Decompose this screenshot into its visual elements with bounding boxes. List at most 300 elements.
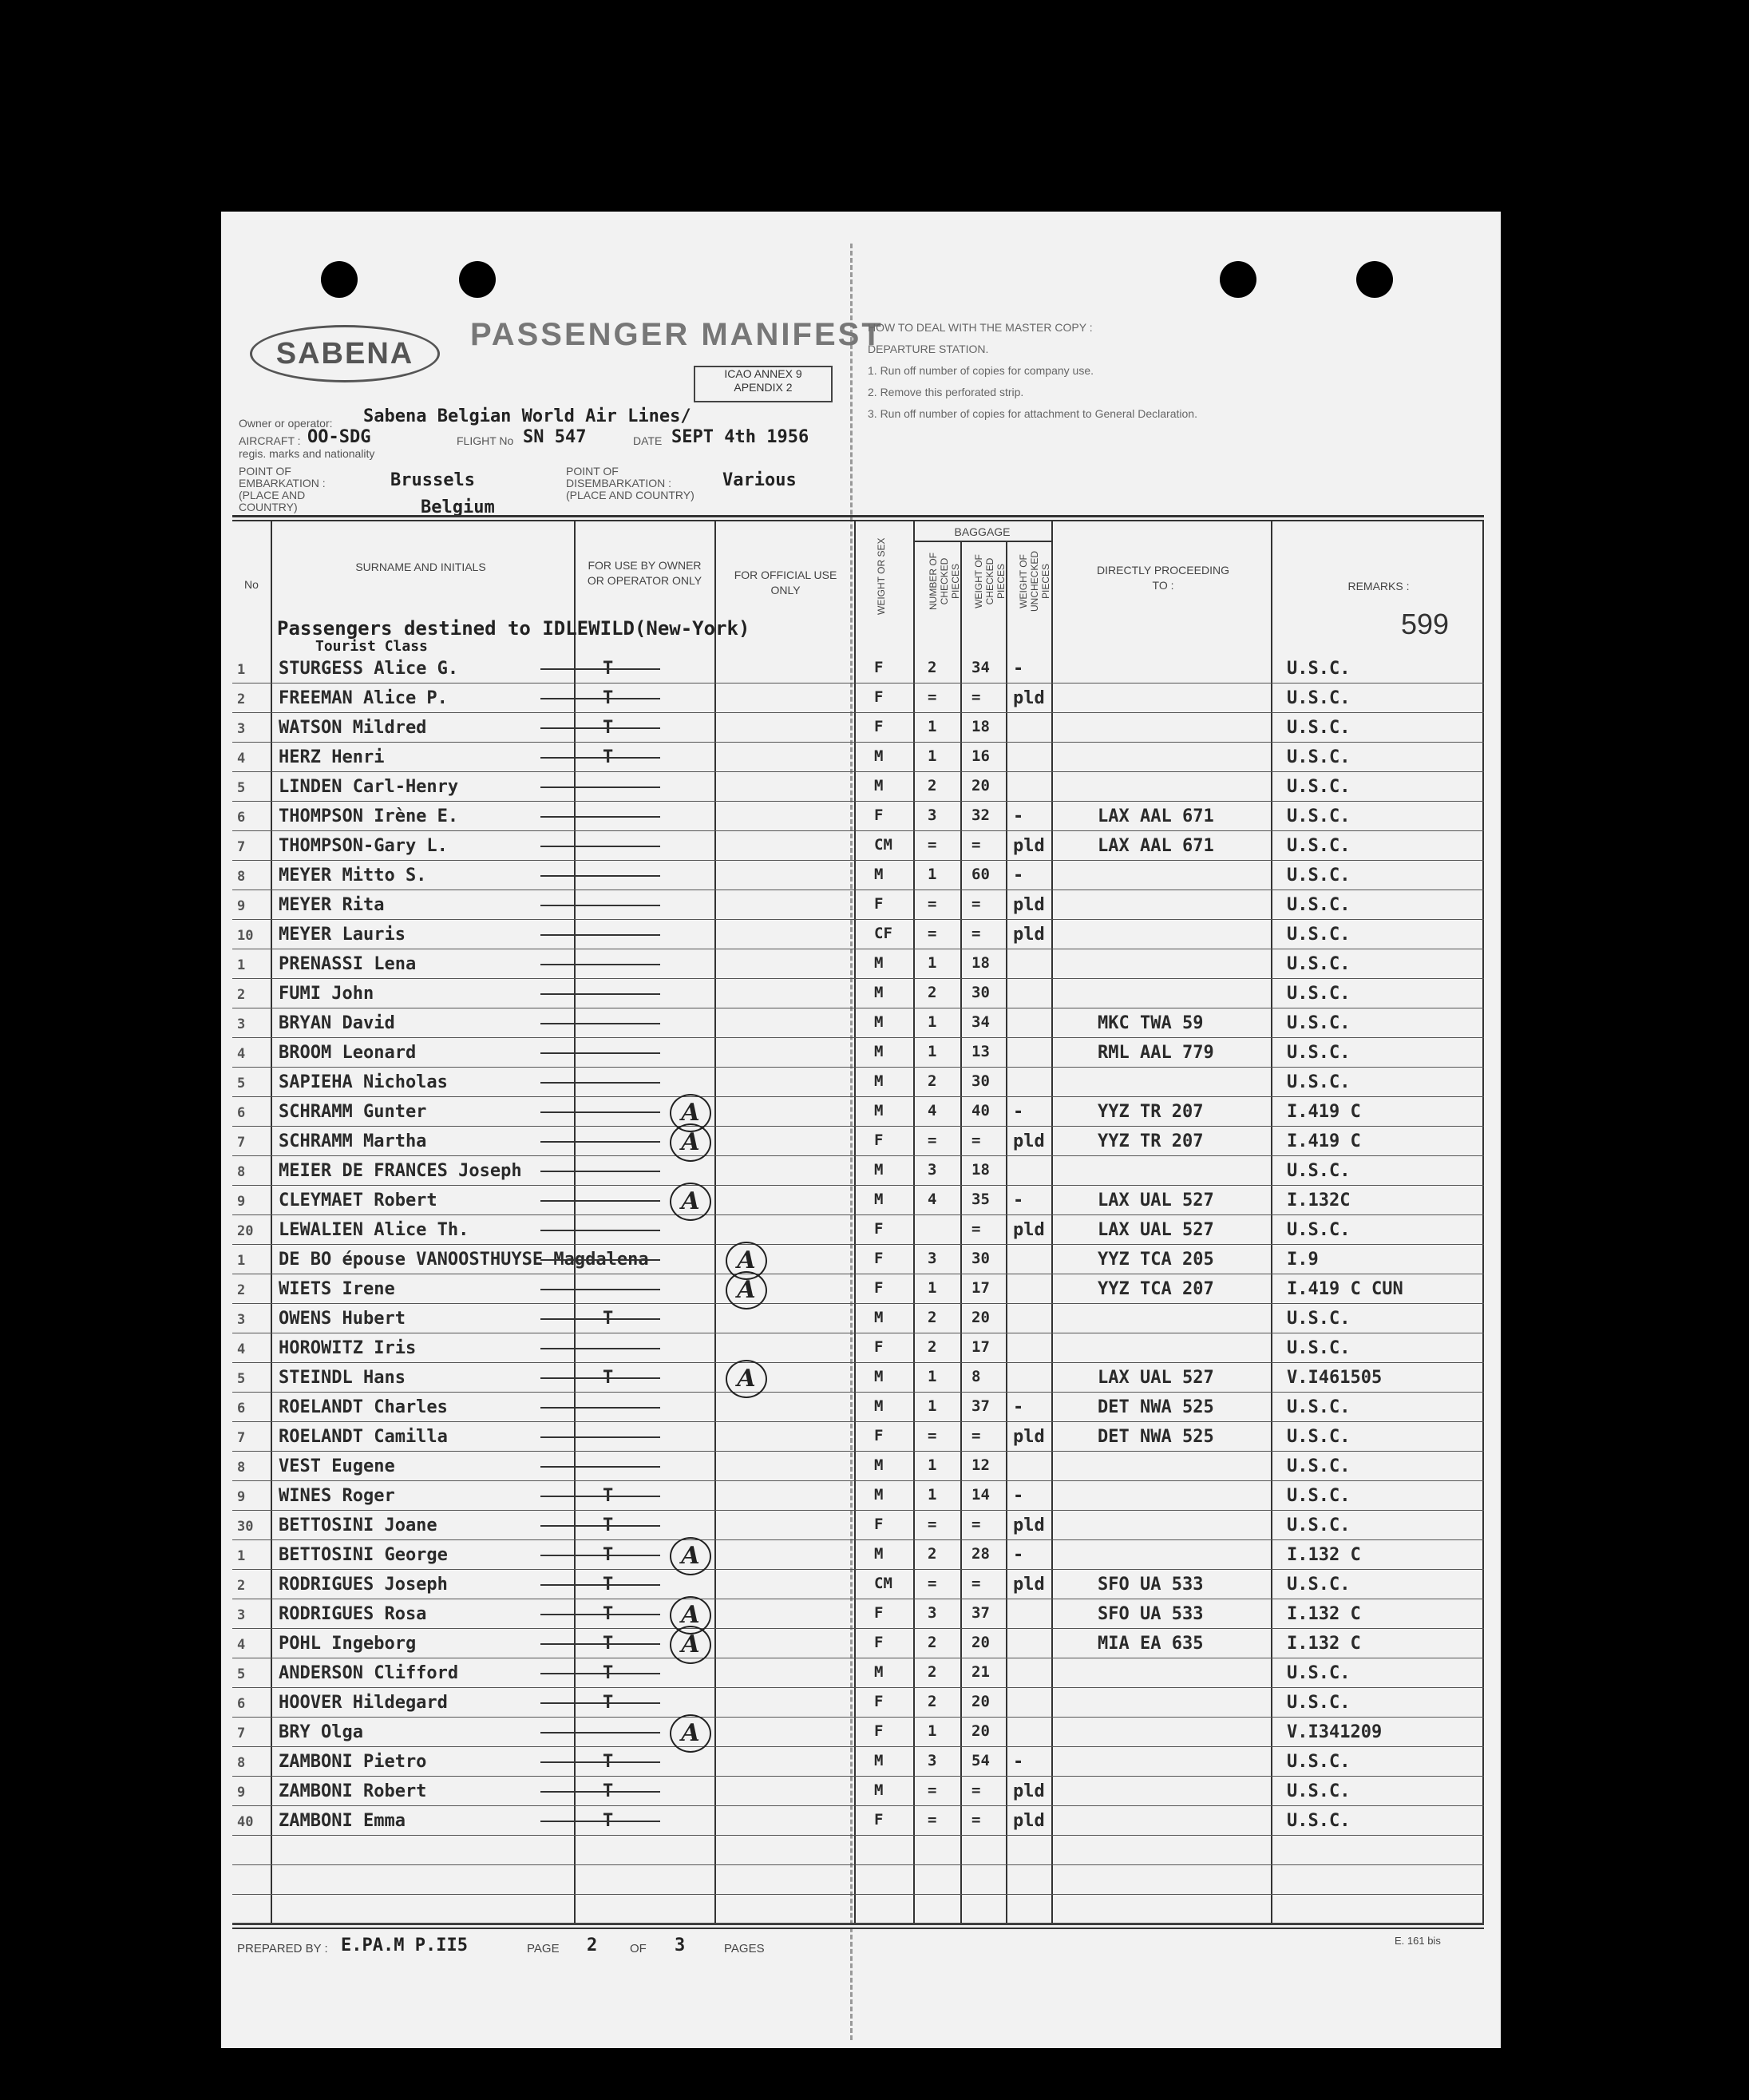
baggage-divider (913, 541, 1051, 542)
pen-stroke (540, 1732, 660, 1733)
checked-weight: = (971, 1575, 981, 1592)
row-number: 7 (237, 1135, 246, 1151)
icao-box (694, 366, 833, 402)
prepared-value: E.PA.M P.II5 (341, 1936, 468, 1955)
weight-or-sex: F (874, 1722, 884, 1740)
date-value: SEPT 4th 1956 (671, 427, 809, 447)
passenger-name: STEINDL Hans (279, 1368, 406, 1388)
table-row (221, 892, 1501, 921)
row-number: 7 (237, 839, 246, 855)
checked-pieces: = (928, 1781, 937, 1799)
instructions-step: 2. Remove this perforated strip. (868, 386, 1024, 398)
checked-pieces: 2 (928, 1634, 937, 1651)
row-rule (232, 1835, 1484, 1836)
table-row (221, 1601, 1501, 1630)
owner-mark: T (603, 1752, 614, 1772)
table-row (221, 1276, 1501, 1305)
row-number: 3 (237, 1607, 246, 1623)
row-number: 4 (237, 1341, 246, 1357)
weight-or-sex: F (874, 1634, 884, 1651)
checked-pieces: = (928, 1811, 937, 1829)
weight-or-sex: M (874, 1043, 884, 1060)
instructions-step: 3. Run off number of copies for attachment to General Declaration. (868, 407, 1197, 420)
remarks-value: U.S.C. (1287, 1456, 1351, 1476)
passenger-name: BETTOSINI Joane (279, 1516, 437, 1535)
unchecked-weight: pld (1013, 1427, 1045, 1447)
row-rule (232, 1303, 1484, 1304)
weight-or-sex: M (874, 866, 884, 883)
row-number: 2 (237, 1282, 246, 1298)
row-rule (232, 1185, 1484, 1186)
header-proceeding: DIRECTLY PROCEEDING TO : (1097, 564, 1229, 592)
weight-or-sex: M (874, 1191, 884, 1208)
checked-pieces: 2 (928, 659, 937, 676)
checked-weight: 60 (971, 866, 990, 883)
remarks-value: I.419 C (1287, 1102, 1361, 1122)
of-label: OF (630, 1942, 647, 1955)
weight-or-sex: F (874, 1811, 884, 1829)
sabena-logo: SABENA (250, 325, 440, 382)
row-number: 1 (237, 662, 246, 678)
checked-weight: 20 (971, 1693, 990, 1710)
remarks-value: U.S.C. (1287, 895, 1351, 915)
checked-weight: 18 (971, 1161, 990, 1179)
row-number: 1 (237, 1253, 246, 1269)
checked-pieces: = (928, 1516, 937, 1533)
weight-or-sex: M (874, 984, 884, 1001)
proceeding-to: LAX AAL 671 (1098, 806, 1214, 826)
row-number: 7 (237, 1726, 246, 1741)
header-checked-pieces: NUMBER OF CHECKED PIECES (928, 553, 961, 610)
pen-stroke (540, 1082, 660, 1084)
row-rule (232, 1067, 1484, 1068)
owner-mark: T (603, 747, 614, 767)
checked-weight: 12 (971, 1456, 990, 1474)
proceeding-to: MIA EA 635 (1098, 1634, 1204, 1654)
passenger-name: VEST Eugene (279, 1456, 395, 1476)
passenger-name: WIETS Irene (279, 1279, 395, 1299)
checked-pieces: 1 (928, 1397, 937, 1415)
row-number: 5 (237, 1076, 246, 1092)
row-rule (232, 742, 1484, 743)
checked-weight: 54 (971, 1752, 990, 1769)
unchecked-weight: - (1013, 1397, 1024, 1417)
unchecked-weight: pld (1013, 895, 1045, 915)
unchecked-weight: - (1013, 806, 1024, 826)
table-row (221, 1808, 1501, 1837)
circled-a-mark: A (670, 1094, 711, 1132)
checked-pieces: = (928, 836, 937, 854)
owner-mark: T (603, 1575, 614, 1595)
header-no: No (244, 578, 259, 591)
circled-a-mark: A (670, 1596, 711, 1634)
row-number: 6 (237, 810, 246, 826)
checked-weight: 17 (971, 1338, 990, 1356)
checked-weight: = (971, 1516, 981, 1533)
row-rule (232, 1864, 1484, 1865)
checked-weight: 20 (971, 1309, 990, 1326)
checked-pieces: 2 (928, 1693, 937, 1710)
unchecked-weight: pld (1013, 1781, 1045, 1801)
weight-or-sex: F (874, 718, 884, 735)
row-number: 6 (237, 1401, 246, 1417)
checked-weight: 21 (971, 1663, 990, 1681)
remarks-value: U.S.C. (1287, 806, 1351, 826)
table-row (221, 1040, 1501, 1068)
remarks-value: U.S.C. (1287, 1575, 1351, 1595)
pen-stroke (540, 1525, 660, 1527)
remarks-value: V.I461505 (1287, 1368, 1383, 1388)
unchecked-weight: - (1013, 1486, 1024, 1506)
circled-a-mark: A (670, 1123, 711, 1162)
unchecked-weight: - (1013, 1752, 1024, 1772)
unchecked-weight: pld (1013, 1131, 1045, 1151)
checked-pieces: 1 (928, 954, 937, 972)
remarks-value: U.S.C. (1287, 1220, 1351, 1240)
weight-or-sex: F (874, 1427, 884, 1444)
checked-weight: 17 (971, 1279, 990, 1297)
circled-a-mark: A (670, 1714, 711, 1753)
checked-pieces: = (928, 895, 937, 913)
remarks-value: U.S.C. (1287, 954, 1351, 974)
row-number: 5 (237, 1371, 246, 1387)
header-official-use: FOR OFFICIAL USE ONLY (734, 569, 837, 596)
pen-stroke (540, 1614, 660, 1615)
checked-pieces: 2 (928, 1545, 937, 1563)
pen-stroke (540, 698, 660, 699)
checked-pieces: 4 (928, 1102, 937, 1119)
table-bottom-border (232, 1928, 1484, 1929)
checked-weight: 30 (971, 984, 990, 1001)
checked-weight: 16 (971, 747, 990, 765)
owner-mark: T (603, 1516, 614, 1535)
weight-or-sex: F (874, 1516, 884, 1533)
checked-weight: 20 (971, 1722, 990, 1740)
checked-weight: 18 (971, 718, 990, 735)
proceeding-to: LAX UAL 527 (1098, 1368, 1214, 1388)
unchecked-weight: - (1013, 659, 1024, 679)
checked-weight: = (971, 895, 981, 913)
punch-hole (459, 261, 496, 298)
page-title: PASSENGER MANIFEST (470, 317, 884, 352)
checked-pieces: 1 (928, 866, 937, 883)
weight-or-sex: CM (874, 836, 892, 854)
remarks-value: U.S.C. (1287, 1427, 1351, 1447)
weight-or-sex: F (874, 1338, 884, 1356)
header-baggage: BAGGAGE (954, 525, 1011, 538)
destination-line: Passengers destined to IDLEWILD(New-York) (277, 617, 750, 640)
row-rule (232, 1746, 1484, 1747)
checked-weight: 34 (971, 1013, 990, 1031)
checked-pieces: 2 (928, 984, 937, 1001)
unchecked-weight: - (1013, 1191, 1024, 1210)
table-row (221, 656, 1501, 684)
row-rule (232, 1539, 1484, 1540)
header-remarks: REMARKS : (1347, 580, 1410, 592)
unchecked-weight: pld (1013, 836, 1045, 856)
header-checked-weight: WEIGHT OF CHECKED PIECES (973, 554, 1007, 608)
unchecked-weight: - (1013, 1545, 1024, 1565)
table-row (221, 1660, 1501, 1689)
checked-weight: = (971, 836, 981, 854)
of-value: 3 (675, 1936, 686, 1955)
weight-or-sex: F (874, 1131, 884, 1149)
unchecked-weight: - (1013, 866, 1024, 886)
passenger-name: LINDEN Carl-Henry (279, 777, 459, 797)
circled-a-mark: A (670, 1626, 711, 1664)
checked-weight: 32 (971, 806, 990, 824)
weight-or-sex: M (874, 1397, 884, 1415)
punch-hole (1356, 261, 1393, 298)
punch-hole (1220, 261, 1256, 298)
passenger-name: THOMPSON-Gary L. (279, 836, 448, 856)
weight-or-sex: M (874, 1368, 884, 1385)
embark-label: POINT OF EMBARKATION : (PLACE AND COUNTRY) (239, 465, 326, 513)
pen-stroke (540, 1023, 660, 1024)
table-row (221, 1099, 1501, 1127)
table-row (221, 715, 1501, 743)
pen-stroke (540, 1791, 660, 1793)
flight-label: FLIGHT No (457, 434, 514, 447)
row-rule (232, 1362, 1484, 1363)
row-rule (232, 1126, 1484, 1127)
row-number: 2 (237, 1578, 246, 1594)
checked-pieces: 3 (928, 1250, 937, 1267)
row-rule (232, 1155, 1484, 1156)
checked-weight: 34 (971, 659, 990, 676)
row-number: 3 (237, 1016, 246, 1032)
owner-mark: T (603, 1781, 614, 1801)
pen-stroke (540, 905, 660, 906)
row-number: 4 (237, 1046, 246, 1062)
passenger-name: MEYER Lauris (279, 925, 406, 945)
remarks-value: U.S.C. (1287, 1072, 1351, 1092)
table-row (221, 774, 1501, 802)
remarks-value: U.S.C. (1287, 777, 1351, 797)
pen-stroke (540, 1348, 660, 1349)
row-rule (232, 1392, 1484, 1393)
remarks-value: I.9 (1287, 1250, 1319, 1270)
instructions-station: DEPARTURE STATION. (868, 343, 989, 355)
passenger-name: ROELANDT Camilla (279, 1427, 448, 1447)
row-rule (232, 1214, 1484, 1215)
row-number: 2 (237, 987, 246, 1003)
pen-stroke (540, 1318, 660, 1320)
flight-value: SN 547 (523, 427, 587, 447)
remarks-value: U.S.C. (1287, 1013, 1351, 1033)
pen-stroke (540, 1643, 660, 1645)
row-number: 9 (237, 1489, 246, 1505)
embark-value: Brussels (390, 470, 475, 490)
prepared-label: PREPARED BY : (237, 1942, 328, 1955)
weight-or-sex: F (874, 806, 884, 824)
pages-label: PAGES (724, 1942, 765, 1955)
proceeding-to: LAX UAL 527 (1098, 1220, 1214, 1240)
weight-or-sex: M (874, 1752, 884, 1769)
checked-pieces: = (928, 1131, 937, 1149)
pen-stroke (540, 1111, 660, 1113)
row-rule (232, 1037, 1484, 1038)
passenger-name: DE BO épouse VANOOSTHUYSE Magdalena (279, 1250, 649, 1270)
remarks-value: U.S.C. (1287, 1338, 1351, 1358)
checked-pieces: 2 (928, 1338, 937, 1356)
aircraft-sub: regis. marks and nationality (239, 447, 375, 460)
row-number: 6 (237, 1105, 246, 1121)
table-row (221, 1246, 1501, 1275)
row-rule (232, 1569, 1484, 1570)
passenger-name: LEWALIEN Alice Th. (279, 1220, 469, 1240)
pen-stroke (540, 1259, 660, 1261)
proceeding-to: YYZ TR 207 (1098, 1102, 1204, 1122)
checked-pieces: 3 (928, 1752, 937, 1769)
circled-a-mark: A (726, 1242, 767, 1280)
owner-mark: T (603, 1811, 614, 1831)
remarks-value: U.S.C. (1287, 1309, 1351, 1329)
weight-or-sex: M (874, 1102, 884, 1119)
weight-or-sex: F (874, 1250, 884, 1267)
row-number: 8 (237, 1755, 246, 1771)
instructions (868, 317, 1197, 425)
remarks-value: I.132 C (1287, 1545, 1361, 1565)
row-rule (232, 1717, 1484, 1718)
table-row (221, 833, 1501, 862)
row-number: 4 (237, 1637, 246, 1653)
passenger-name: BRYAN David (279, 1013, 395, 1033)
checked-pieces: 1 (928, 1722, 937, 1740)
passenger-name: ZAMBONI Robert (279, 1781, 427, 1801)
passenger-name: POHL Ingeborg (279, 1634, 417, 1654)
proceeding-to: YYZ TCA 207 (1098, 1279, 1214, 1299)
pen-stroke (540, 1377, 660, 1379)
disembark-label: POINT OF DISEMBARKATION : (PLACE AND COUNTRY) (566, 465, 694, 501)
checked-weight: 30 (971, 1072, 990, 1090)
checked-pieces: 2 (928, 1072, 937, 1090)
table-row (221, 1128, 1501, 1157)
aircraft-label: AIRCRAFT : (239, 434, 301, 447)
owner-mark: T (603, 718, 614, 738)
checked-weight: 40 (971, 1102, 990, 1119)
table-row (221, 1424, 1501, 1452)
date-label: DATE (633, 434, 663, 447)
weight-or-sex: M (874, 1161, 884, 1179)
table-row (221, 1778, 1501, 1807)
checked-weight: 8 (971, 1368, 981, 1385)
unchecked-weight: pld (1013, 1811, 1045, 1831)
remarks-value: U.S.C. (1287, 1043, 1351, 1063)
weight-or-sex: M (874, 1013, 884, 1031)
row-rule (232, 1776, 1484, 1777)
remarks-value: U.S.C. (1287, 747, 1351, 767)
owner-mark: T (603, 1368, 614, 1388)
pen-stroke (540, 1821, 660, 1822)
table-row (221, 1158, 1501, 1187)
table-row (221, 1306, 1501, 1334)
checked-pieces: 3 (928, 1604, 937, 1622)
table-row (221, 1187, 1501, 1216)
pen-stroke (540, 1230, 660, 1231)
unchecked-weight: pld (1013, 1220, 1045, 1240)
proceeding-to: YYZ TCA 205 (1098, 1250, 1214, 1270)
proceeding-to: SFO UA 533 (1098, 1604, 1204, 1624)
checked-weight: 18 (971, 954, 990, 972)
table-row (221, 921, 1501, 950)
circled-a-mark: A (670, 1537, 711, 1575)
page-label: PAGE (527, 1942, 560, 1955)
pen-stroke (540, 1466, 660, 1468)
class-line: Tourist Class (315, 638, 428, 655)
pen-stroke (540, 1171, 660, 1172)
pen-stroke (540, 875, 660, 877)
embark-country: Belgium (421, 497, 495, 517)
passenger-name: PRENASSI Lena (279, 954, 417, 974)
passenger-name: THOMPSON Irène E. (279, 806, 459, 826)
instructions-title: HOW TO DEAL WITH THE MASTER COPY : (868, 321, 1093, 334)
checked-pieces: 1 (928, 1279, 937, 1297)
passenger-name: BRY Olga (279, 1722, 363, 1742)
owner-label: Owner or operator: (239, 417, 333, 430)
checked-pieces: = (928, 688, 937, 706)
weight-or-sex: M (874, 1663, 884, 1681)
weight-or-sex: M (874, 1309, 884, 1326)
row-number: 7 (237, 1430, 246, 1446)
proceeding-to: YYZ TR 207 (1098, 1131, 1204, 1151)
table-row (221, 1719, 1501, 1748)
pen-stroke (540, 1584, 660, 1586)
table-row (221, 1365, 1501, 1393)
remarks-value: U.S.C. (1287, 718, 1351, 738)
passenger-name: SAPIEHA Nicholas (279, 1072, 448, 1092)
row-number: 40 (237, 1814, 254, 1830)
pen-stroke (540, 1141, 660, 1143)
checked-weight: = (971, 925, 981, 942)
weight-or-sex: M (874, 954, 884, 972)
table-row (221, 1217, 1501, 1246)
checked-pieces: = (928, 1427, 937, 1444)
row-number: 9 (237, 898, 246, 914)
table-row (221, 744, 1501, 773)
remarks-value: I.132 C (1287, 1634, 1361, 1654)
remarks-value: U.S.C. (1287, 1693, 1351, 1713)
weight-or-sex: F (874, 1693, 884, 1710)
checked-weight: = (971, 1220, 981, 1238)
checked-pieces: 2 (928, 777, 937, 794)
passenger-name: SCHRAMM Martha (279, 1131, 427, 1151)
row-number: 8 (237, 1164, 246, 1180)
row-number: 2 (237, 691, 246, 707)
pen-stroke (540, 1673, 660, 1674)
checked-weight: = (971, 1811, 981, 1829)
passenger-name: BROOM Leonard (279, 1043, 417, 1063)
checked-weight: 13 (971, 1043, 990, 1060)
unchecked-weight: - (1013, 1102, 1024, 1122)
owner-mark: T (603, 1693, 614, 1713)
table-row (221, 685, 1501, 714)
checked-weight: 37 (971, 1604, 990, 1622)
pen-stroke (540, 787, 660, 788)
owner-mark: T (603, 1545, 614, 1565)
row-number: 4 (237, 751, 246, 767)
pen-stroke (540, 757, 660, 759)
row-number: 1 (237, 957, 246, 973)
weight-or-sex: CF (874, 925, 892, 942)
passenger-name: ROELANDT Charles (279, 1397, 448, 1417)
passenger-name: ANDERSON Clifford (279, 1663, 459, 1683)
pen-stroke (540, 1496, 660, 1497)
table-row (221, 1512, 1501, 1541)
pen-stroke (540, 1761, 660, 1763)
table-row (221, 1571, 1501, 1600)
row-number: 9 (237, 1785, 246, 1801)
